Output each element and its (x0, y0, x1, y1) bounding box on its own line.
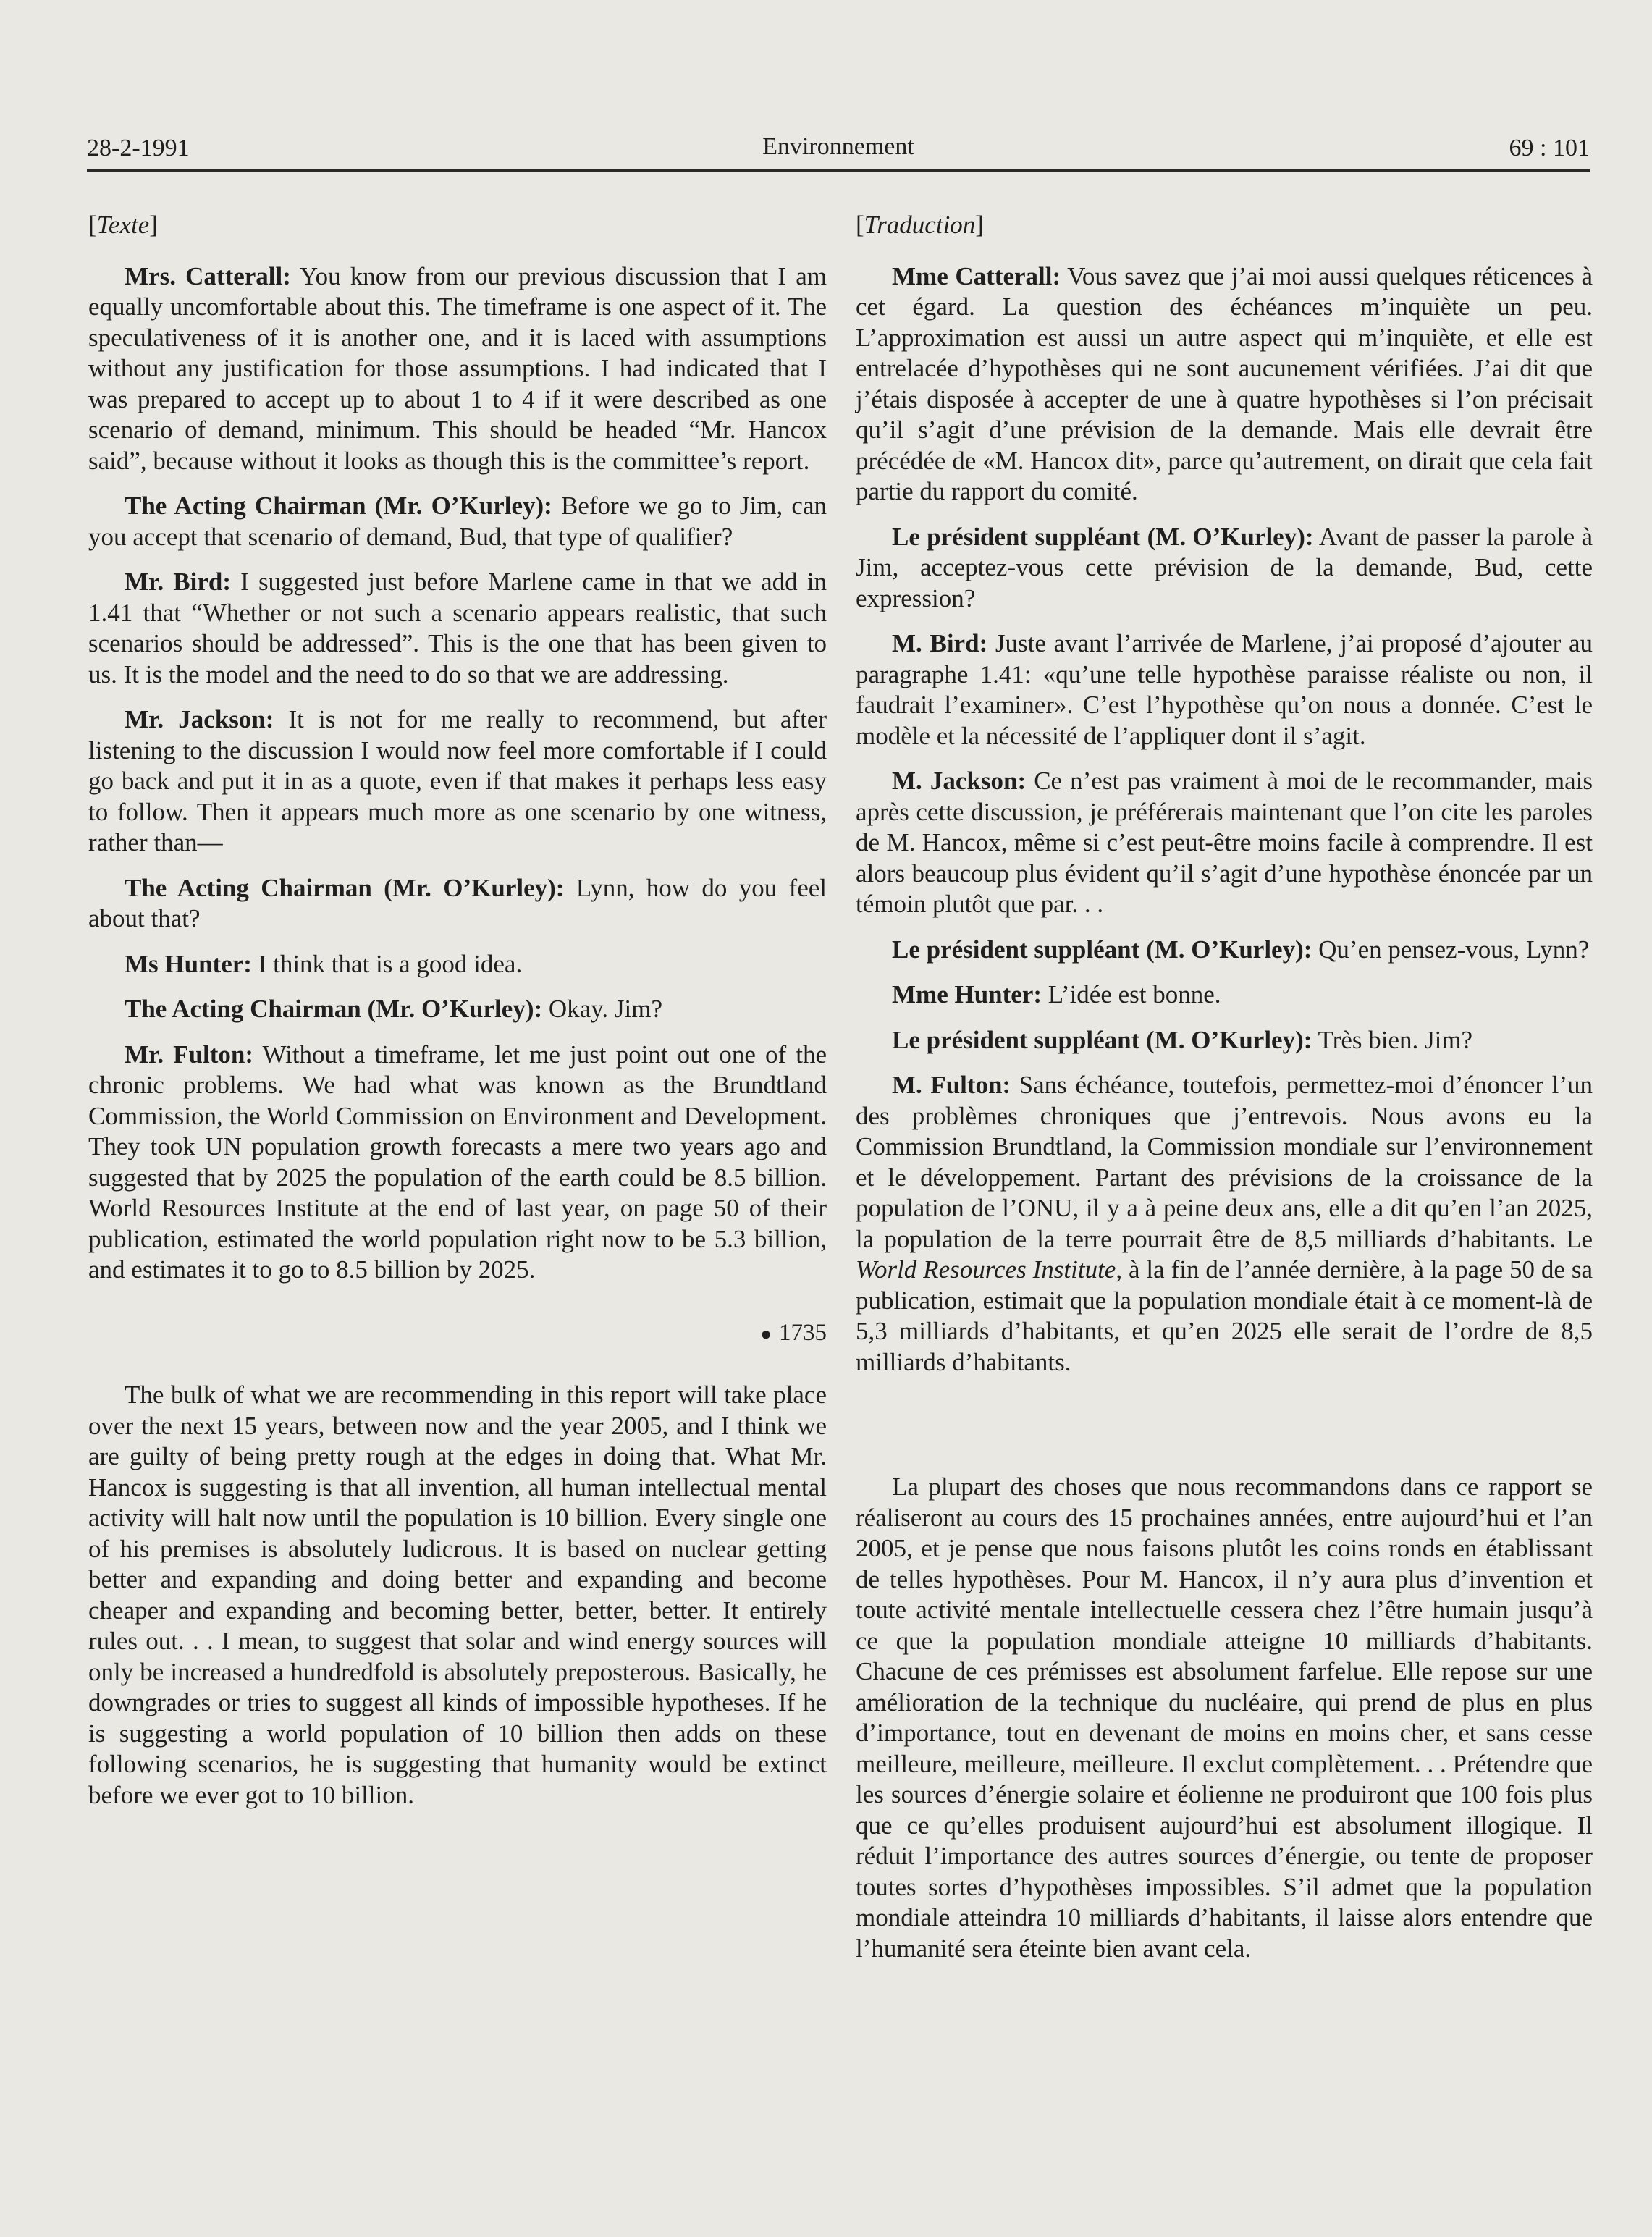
paragraph (856, 522, 1593, 615)
paragraph (856, 980, 1593, 1011)
speaker-name: M. Bird: (892, 629, 988, 657)
speaker-name: Mme Catterall: (892, 261, 1061, 290)
speech-text: It is not for me really to recommend, but after listening to the discussion I would now feel more comfortable if I could go back and put it in as a quote, even if that makes it perhaps less easy to follow. Then it appears much more as one scenario by one witness, rather than— (88, 705, 827, 856)
paragraph (88, 567, 827, 690)
speech-text: Avant de passer la parole à Jim, acceptez-vous cette prévision de la demande, Bud, cette expression? (856, 522, 1593, 612)
speaker-name: The Acting Chairman (Mr. O’Kurley): (125, 995, 543, 1023)
speaker-name: Le président suppléant (M. O’Kurley): (892, 1025, 1312, 1054)
paragraph: The bulk of what we are recommending in this report will take place over the next 15 years, between now and the year 2005, and I think we are guilty of being pretty rough at the edges in doing that. What Mr. Hancox is suggesting is that all invention, all human intellectual mental activity will halt now until the population is 10 billion. Every single one of his premises is absolutely ludicrous. It is based on nuclear getting better and expanding and doing better and expanding and become cheaper and expanding and becoming better, better, better. It entirely rules out. . . I mean, to suggest that solar and wind energy sources will only be increased a hundredfold is absolutely preposterous. Basically, he downgrades or tries to suggest all kinds of impossible hypotheses. If he is suggesting a world population of 10 billion then adds on these following scenarios, he is suggesting that humanity would be extinct before we ever got to 10 billion. (88, 1381, 827, 1809)
speech-text: Sans échéance, toutefois, permettez-moi d’énoncer l’un des problèmes chroniques que j’entrevois. Nous avons eu la Commission Brundtland, la Commission mondiale sur l’environnement et le développement. Partant des prévisions de la croissance de la population de l’ONU, il y a à peine deux ans, elle a dit qu’en l’an 2025, la population de la terre pourrait être de 8,5 milliards d’habitants. Le (856, 1071, 1593, 1253)
speaker-name: Mrs. Catterall: (125, 261, 291, 290)
speech-text: Before we go to Jim, can you accept that scenario of demand, Bud, that type of qualifier? (88, 492, 827, 551)
speech-text: L’idée est bonne. (1042, 980, 1221, 1008)
speech-text: Ce n’est pas vraiment à moi de le recommander, mais après cette discussion, je préférerais maintenant que l’on cite les paroles de M. Hancox, même si c’est peut-être moins facile à comprendre. Il est alors beaucoup plus évident qu’il s’agit d’une hypothèse énoncée par un témoin plutôt que par. . . (856, 767, 1593, 918)
speech-text: I think that is a good idea. (251, 949, 523, 978)
speech-text: I suggested just before Marlene came in that we add in 1.41 that “Whether or not such a scenario appears realistic, that such scenarios should be addressed”. This is the one that has been given to us. It is the model and the need to do so that we are addressing. (88, 568, 827, 688)
speaker-name: Mr. Jackson: (125, 705, 274, 733)
paragraph (856, 261, 1593, 507)
french-column (856, 210, 1593, 1979)
paragraph (856, 766, 1593, 920)
paragraph (88, 1040, 827, 1286)
section-tag: [Texte] (88, 211, 158, 239)
speech-text: Okay. Jim? (542, 995, 663, 1023)
speech-text: Vous savez que j’ai moi aussi quelques réticences à cet égard. La question des échéances m’inquiète un peu. L’approximation est aussi un autre aspect qui m’inquiète, et elle est entrelacée d’hypothèses qui ne sont aucunement vérifiées. J’ai dit que j’étais disposée à accepter de une à quatre hypothèses si l’on précisait qu’il s’agit d’une prévision de la demande. Mais elle devrait être précédée de «M. Hancox dit», parce qu’autrement, on dirait que cela fait partie du rapport du comité. (856, 261, 1593, 505)
header-page-number: 69 : 101 (1509, 135, 1590, 161)
speech-text: Without a timeframe, let me just point out one of the chronic problems. We had what was known as the Brundtland Commission, the World Commission on Environment and Development. They took UN population growth forecasts a mere two years ago and suggested that by 2025 the population of the earth could be 8.5 billion. World Resources Institute at the end of last year, on page 50 of their publication, estimated the world population right now to be 5.3 billion, and estimates it to go to 8.5 billion by 2025. (88, 1040, 827, 1284)
spacer (856, 1392, 1593, 1472)
speaker-name: Mme Hunter: (892, 980, 1042, 1008)
header-title: Environnement (762, 133, 914, 160)
speaker-name: Le président suppléant (M. O’Kurley): (892, 522, 1314, 551)
speaker-name: Ms Hunter: (125, 949, 252, 978)
time-marker-value: 1735 (779, 1319, 827, 1346)
speaker-name: Mr. Bird: (125, 568, 231, 596)
speech-text: Qu’en pensez-vous, Lynn? (1312, 935, 1590, 964)
page-header (87, 123, 1590, 172)
paragraph: La plupart des choses que nous recommandons dans ce rapport se réaliseront au cours des 15 prochaines années, entre aujourd’hui et l’an 2005, et je pense que nous faisons plutôt les coins ronds en établissant de telles hypothèses. Pour M. Hancox, il n’y aura plus d’invention et toute activité mentale intellectuelle cessera chez l’être humain jusqu’à ce que la population mondiale atteigne 10 milliards d’habitants. Chacune de ces prémisses est absolument farfelue. Elle repose sur une amélioration de la technique du nucléaire, qui prend de plus en plus d’importance, tout en devenant de moins en moins cher, et sans cesse meilleure, meilleure, meilleure. Il exclut complètement. . . Prétendre que les sources d’énergie solaire et éolienne ne produiront que 100 fois plus que ce qu’elles produisent aujourd’hui est absolument illogique. Il réduit l’importance des autres sources d’énergie, ou tente de proposer toutes sortes d’hypothèses impossibles. S’il admet que la population mondiale atteindra 10 milliards d’habitants, il laisse alors entendre que l’humanité sera éteinte bien avant cela. (856, 1473, 1593, 1963)
paragraph (88, 994, 827, 1025)
paragraph (856, 935, 1593, 966)
paragraph (88, 873, 827, 935)
paragraph (856, 628, 1593, 751)
speech-text: , à la fin de l’année dernière, à la page 50 de sa publication, estimait que la population mondiale était à ce moment-là de 5,3 milliards d’habitants, et qu’en 2025 elle serait de l’ordre de 8,5 milliards d’habitants. (856, 1255, 1593, 1376)
speech-text: Juste avant l’arrivée de Marlene, j’ai proposé d’ajouter au paragraphe 1.41: «qu’une telle hypothèse paraisse réaliste ou non, il faudrait l’examiner». C’est l’hypothèse qu’on nous a donnée. C’est le modèle et la nécessité de l’appliquer dont il s’agit. (856, 629, 1593, 750)
section-tag: [Traduction] (856, 211, 984, 239)
time-marker (88, 1318, 827, 1350)
speaker-name: Mr. Fulton: (125, 1040, 254, 1069)
speaker-name: Le président suppléant (M. O’Kurley): (892, 935, 1312, 964)
paragraph (88, 949, 827, 980)
paragraph (856, 1025, 1593, 1056)
speech-text: You know from our previous discussion that I am equally uncomfortable about this. The timeframe is one aspect of it. The speculativeness of it is another one, and it is laced with assumptions without any justification for those assumptions. I had indicated that I was prepared to accept up to about 1 to 4 if it were described as one scenario of demand, minimum. This should be headed “Mr. Hancox said”, because without it looks as though this is the committee’s report. (88, 261, 827, 475)
paragraph (88, 261, 827, 477)
speaker-name: M. Fulton: (892, 1071, 1011, 1099)
speaker-name: The Acting Chairman (Mr. O’Kurley): (125, 873, 565, 902)
speaker-name: M. Jackson: (892, 767, 1027, 795)
bullet-icon: ● (760, 1323, 772, 1344)
english-column (88, 210, 827, 1825)
publication-title: World Resources Institute (856, 1255, 1116, 1284)
speech-text: Très bien. Jim? (1312, 1025, 1473, 1054)
speech-text: Lynn, how do you feel about that? (88, 873, 827, 932)
speaker-name: The Acting Chairman (Mr. O’Kurley): (125, 492, 552, 520)
paragraph (88, 491, 827, 552)
paragraph (88, 704, 827, 859)
paragraph (856, 1070, 1593, 1378)
header-date: 28-2-1991 (87, 135, 190, 161)
